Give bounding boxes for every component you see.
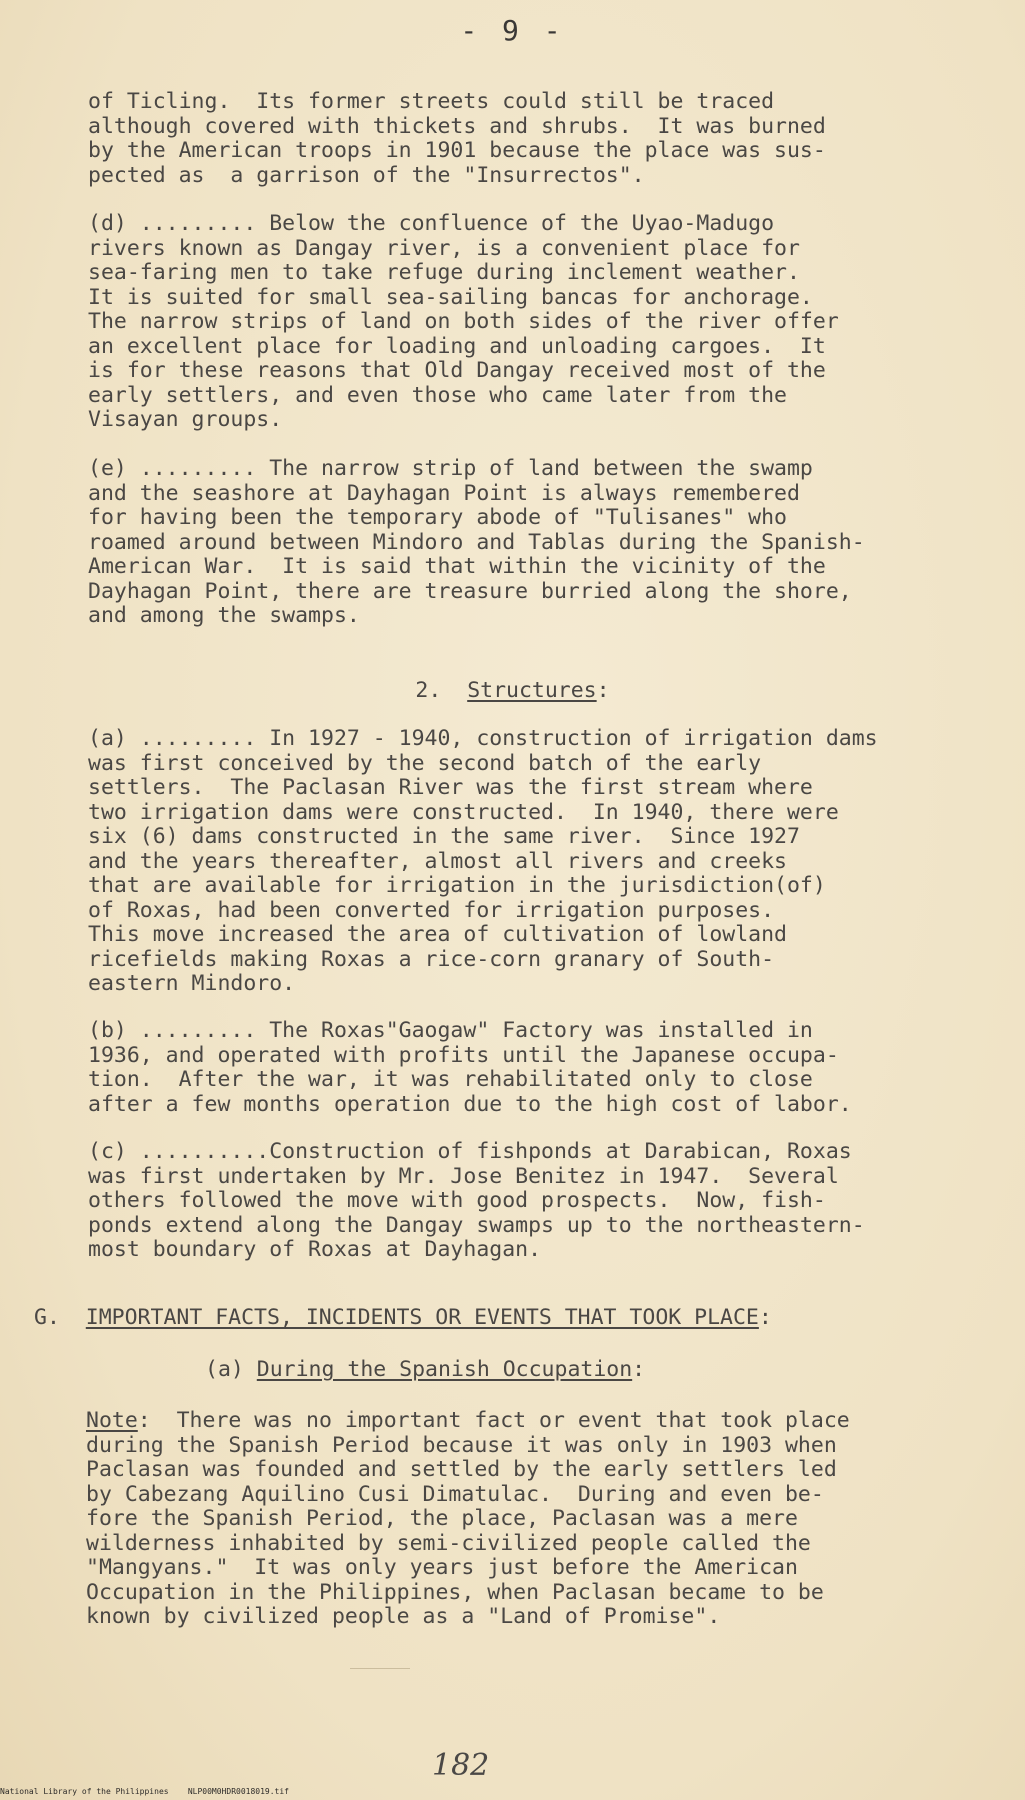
- paragraph-structures-a: (a) ......... In 1927 - 1940, construction of irrigation dams was first conceived by the second batch of the early settlers. The Paclasan River was the first stream where two irrigation dams were constructed. In 1940, there were six (6) dams constructed in the same river. Since 1927 and the years thereafter, almost all rivers and creeks that are available for irrigation in the jurisdiction(of) of Roxas, had been converted for irrigation purposes. This move increased the area of cultivation of lowland ricefields making Roxas a rice-corn granary of South- eastern Mindoro.: [88, 726, 878, 996]
- scan-footer: National Library of the Philippines NLP00M0HDR0018019.tif: [0, 1787, 289, 1796]
- section-g-letter: G.: [34, 1305, 60, 1330]
- note-label: Note: [86, 1408, 138, 1433]
- spanish-title: During the Spanish Occupation: [256, 1357, 633, 1382]
- paragraph-structures-c: (c) ..........Construction of fishponds at Darabican, Roxas was first undertaken by Mr. Jose Benitez in 1947. Several others followed the move with good prospects. Now, fish- ponds extend along the Dangay swamps up to the northeastern- most boundary of Roxas at Dayhagan.: [88, 1139, 865, 1262]
- structures-number: 2.: [415, 678, 442, 703]
- section-g-title: IMPORTANT FACTS, INCIDENTS OR EVENTS THAT TOOK PLACE: [85, 1305, 759, 1330]
- paragraph-e: (e) ......... The narrow strip of land between the swamp and the seashore at Dayhagan Point is always remembered for having been the temporary abode of "Tulisanes" who roamed around between Mindoro and Tablas during the Spanish- American War. It is said that within the vicinity of the Dayhagan Point, there are treasure burried along the shore, and among the swamps.: [88, 456, 865, 628]
- page-number: - 9 -: [460, 14, 565, 47]
- paragraph-structures-b: (b) ......... The Roxas"Gaogaw" Factory was installed in 1936, and operated with profits until the Japanese occupa- tion. After the war, it was rehabilitated only to close after a few months operation due to the high cost of labor.: [88, 1018, 852, 1117]
- note-body: during the Spanish Period because it was only in 1903 when Paclasan was founded and settled by the early settlers led by Cabezang Aquilino Cusi Dimatulac. During and even be- fore the Spanish Period, the place, Paclasan was a mere wilderness inhabited by semi-civilized people called the "Mangyans." It was only years just before the American Occupation in the Philippines, when Paclasan became to be known by civilized people as a "Land of Promise".: [86, 1432, 837, 1629]
- section-g-heading: [34, 1305, 772, 1330]
- paragraph-d: (d) ......... Below the confluence of the Uyao-Madugo rivers known as Dangay river, is a convenient place for sea-faring men to take refuge during inclement weather. It is suited for small sea-sailing bancas for anchorage. The narrow strips of land on both sides of the river offer an excellent place for loading and unloading cargoes. It is for these reasons that Old Dangay received most of the early settlers, and even those who came later from the Visayan groups.: [88, 211, 839, 432]
- structures-heading: [0, 678, 1025, 703]
- section-g-colon: :: [758, 1305, 772, 1330]
- structures-colon: :: [596, 678, 610, 703]
- note-paragraph: [86, 1409, 986, 1630]
- note-first-line: : There was no important fact or event that took place: [137, 1408, 850, 1433]
- faint-divider: [350, 1668, 410, 1669]
- spanish-occupation-heading: [205, 1358, 1025, 1383]
- structures-title: Structures: [467, 678, 597, 703]
- spanish-colon: :: [632, 1357, 646, 1382]
- paragraph-intro: of Ticling. Its former streets could still be traced although covered with thickets and shrubs. It was burned by the American troops in 1901 because the place was sus- pected as a garrison of the "Insurrectos".: [88, 89, 826, 188]
- spanish-prefix: (a): [205, 1357, 257, 1382]
- handwritten-page-number: 182: [432, 1748, 490, 1783]
